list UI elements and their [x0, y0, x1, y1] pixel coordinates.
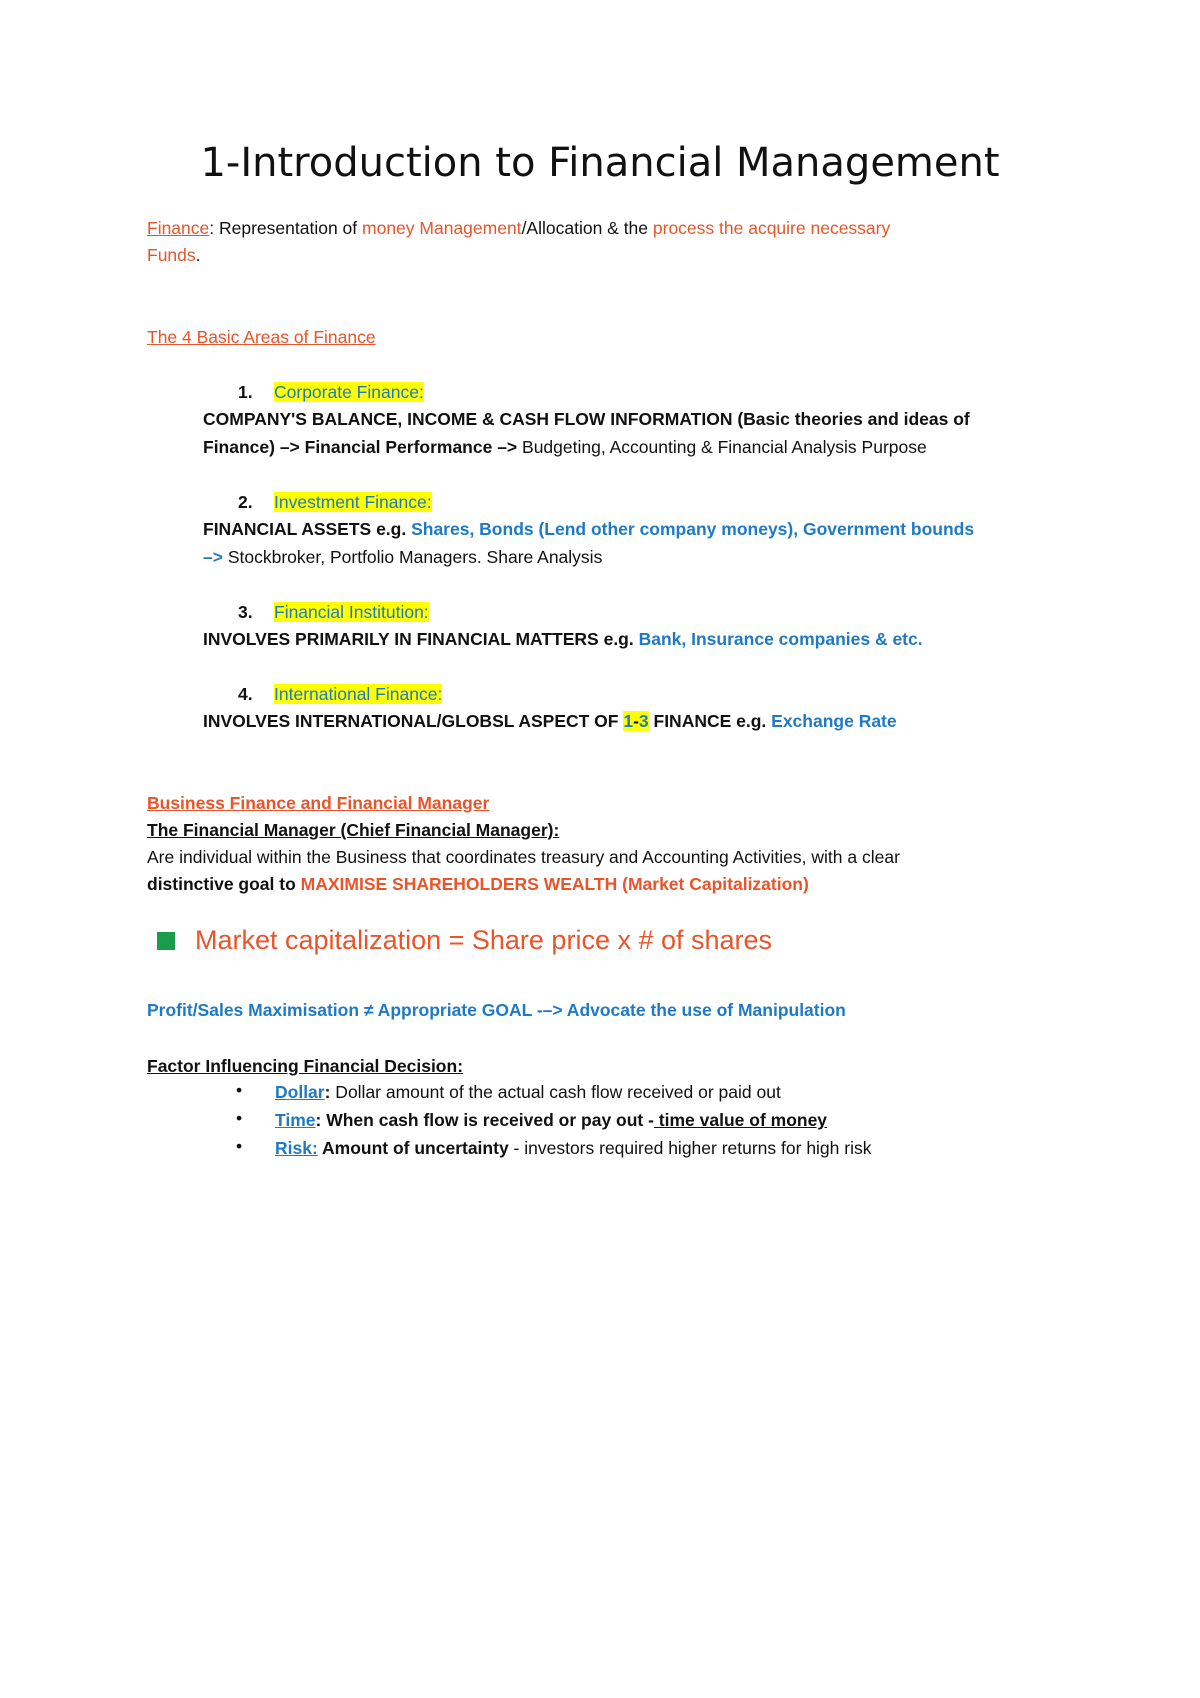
- finance-definition-line-1: Finance: Representation of money Management/Allocation & the process the acquire necessary: [147, 218, 891, 238]
- factor-dollar: Dollar: Dollar amount of the actual cash flow received or paid out: [275, 1082, 781, 1102]
- area-2-line-1: FINANCIAL ASSETS e.g. Shares, Bonds (Lend other company moneys), Government bounds: [203, 519, 975, 539]
- market-cap-formula: Market capitalization = Share price x # of shares: [157, 925, 772, 956]
- finance-term: Finance: [147, 218, 210, 238]
- area-1-line-2: Finance) –> Financial Performance –> Budgeting, Accounting & Financial Analysis Purpose: [203, 437, 927, 457]
- area-3-line-1: INVOLVES PRIMARILY IN FINANCIAL MATTERS e.g. Bank, Insurance companies & etc.: [203, 629, 923, 649]
- area-2-title-line: 2. Investment Finance:: [238, 492, 432, 512]
- financial-manager-subheading: The Financial Manager (Chief Financial Manager):: [147, 820, 560, 840]
- area-1-title-line: 1. Corporate Finance:: [238, 382, 424, 402]
- area-3-title: Financial Institution:: [274, 602, 429, 622]
- areas-heading: The 4 Basic Areas of Finance: [147, 327, 376, 347]
- green-square-bullet: [157, 932, 175, 950]
- bullet-dot: •: [236, 1080, 243, 1100]
- area-2-title: Investment Finance:: [274, 492, 432, 512]
- finance-definition-line-2: Funds.: [147, 245, 201, 265]
- profit-maximisation-line: Profit/Sales Maximisation ≠ Appropriate GOAL -–> Advocate the use of Manipulation: [147, 1000, 846, 1020]
- area-1-line-1: COMPANY'S BALANCE, INCOME & CASH FLOW INFORMATION (Basic theories and ideas of: [203, 409, 970, 429]
- business-paragraph-line-2: distinctive goal to MAXIMISE SHAREHOLDERS WEALTH (Market Capitalization): [147, 874, 809, 894]
- factor-time: Time: When cash flow is received or pay out - time value of money: [275, 1110, 828, 1130]
- business-heading: Business Finance and Financial Manager: [147, 793, 490, 813]
- factor-risk: Risk: Amount of uncertainty - investors required higher returns for high risk: [275, 1138, 872, 1158]
- area-4-title-line: 4. International Finance:: [238, 684, 443, 704]
- area-4-line-1: INVOLVES INTERNATIONAL/GLOBSL ASPECT OF 1-3 FINANCE e.g. Exchange Rate: [203, 711, 897, 731]
- area-3-title-line: 3. Financial Institution:: [238, 602, 429, 622]
- page-title: 1-Introduction to Financial Management: [200, 140, 1000, 186]
- bullet-dot: •: [236, 1136, 243, 1156]
- business-paragraph-line-1: Are individual within the Business that coordinates treasury and Accounting Activities, with a clear: [147, 847, 900, 867]
- area-2-line-2: –> Stockbroker, Portfolio Managers. Share Analysis: [203, 547, 603, 567]
- factors-heading: Factor Influencing Financial Decision:: [147, 1056, 464, 1076]
- area-4-title: International Finance:: [274, 684, 443, 704]
- area-1-title: Corporate Finance:: [274, 382, 424, 402]
- bullet-dot: •: [236, 1108, 243, 1128]
